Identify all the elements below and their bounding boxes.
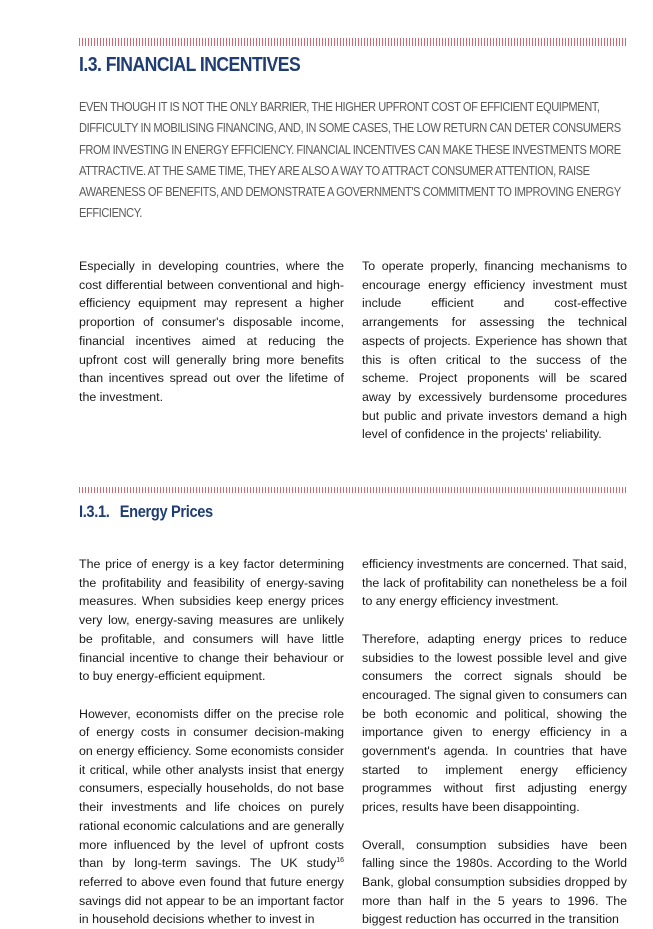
paragraph: Therefore, adapting energy prices to reduce subsidies to the lowest possible level and give consumers the correct signals should be encouraged. The signal given to consumers can be both economic and political, showing the importance given to energy efficiency in a government's agenda. In countries that have started to implement energy efficiency programmes without first adjusting energy prices, results have been disappointing.: [362, 631, 627, 815]
subsection-number: I.3.1.: [79, 502, 110, 521]
paragraph: [79, 705, 344, 929]
section-title: I.3. FINANCIAL INCENTIVES: [79, 54, 301, 76]
paragraph-text: However, economists differ on the precise role of energy costs in consumer decision-making on energy efficiency. Some economists consider it critical, while other analysts insist that energy consumers, especially households, do not base their investments and life choices on purely rational economic calculations and are generally more influenced by the level of upfront costs than by long-term savings. The UK study: [79, 706, 344, 871]
paragraph: To operate properly, financing mechanisms to encourage energy efficiency investment must include efficient and cost-effective arrangements for assessing the technical aspects of projects. Experience has shown that this is often critical to the success of the scheme. Project proponents will be scared away by excessively burdensome procedures but public and private investors demand a high level of confidence in the projects' reliability.: [362, 259, 627, 442]
paragraph: efficiency investments are concerned. That said, the lack of profitability can nonetheless be a foil to any energy efficiency investment.: [362, 557, 627, 609]
section-column-left: [79, 257, 344, 407]
paragraph: Especially in developing countries, where the cost differential between conventional and high-efficiency equipment may represent a higher proportion of consumer's disposable income, financial incentives aimed at reducing the upfront cost will generally bring more benefits than incentives spread out over the lifetime of the investment.: [79, 259, 344, 404]
subsection-column-left: [79, 555, 344, 929]
section-divider: [79, 38, 627, 46]
section-intro: EVEN THOUGH IT IS NOT THE ONLY BARRIER, THE HIGHER UPFRONT COST OF EFFICIENT EQUIPMENT, DIFFICULTY IN MOBILISING FINANCING, AND, IN SOME CASES, THE LOW RETURN CAN DETER CONSUMERS FROM INVESTING IN ENERGY EFFICIENCY. FINANCIAL INCENTIVES CAN MAKE THESE INVESTMENTS MORE ATTRACTIVE. AT THE SAME TIME, THEY ARE ALSO A WAY TO ATTRACT CONSUMER ATTENTION, RAISE AWARENESS OF BENEFITS, AND DEMONSTRATE A GOVERNMENT'S COMMITMENT TO IMPROVING ENERGY EFFICIENCY.: [79, 100, 621, 221]
section-column-right: [362, 257, 627, 444]
subsection-divider: [79, 487, 627, 493]
subsection-column-right: [362, 555, 627, 929]
footnote-reference[interactable]: 16: [336, 857, 344, 865]
paragraph: The price of energy is a key factor determining the profitability and feasibility of energy-saving measures. When subsidies keep energy prices very low, energy-saving measures are unlikely be profitable, and consumers will have little financial incentive to change their behaviour or to buy energy-efficient equipment.: [79, 557, 344, 684]
paragraph-text: referred to above even found that future energy savings did not appear to be an important factor in household decisions whether to invest in: [79, 874, 344, 927]
subsection-heading-text: Energy Prices: [119, 502, 213, 521]
subsection-title: [79, 502, 213, 522]
paragraph: Overall, consumption subsidies have been falling since the 1980s. According to the World Bank, global consumption subsidies dropped by more than half in the 5 years to 1996. The biggest reduction has occurred in the transition: [362, 837, 627, 927]
